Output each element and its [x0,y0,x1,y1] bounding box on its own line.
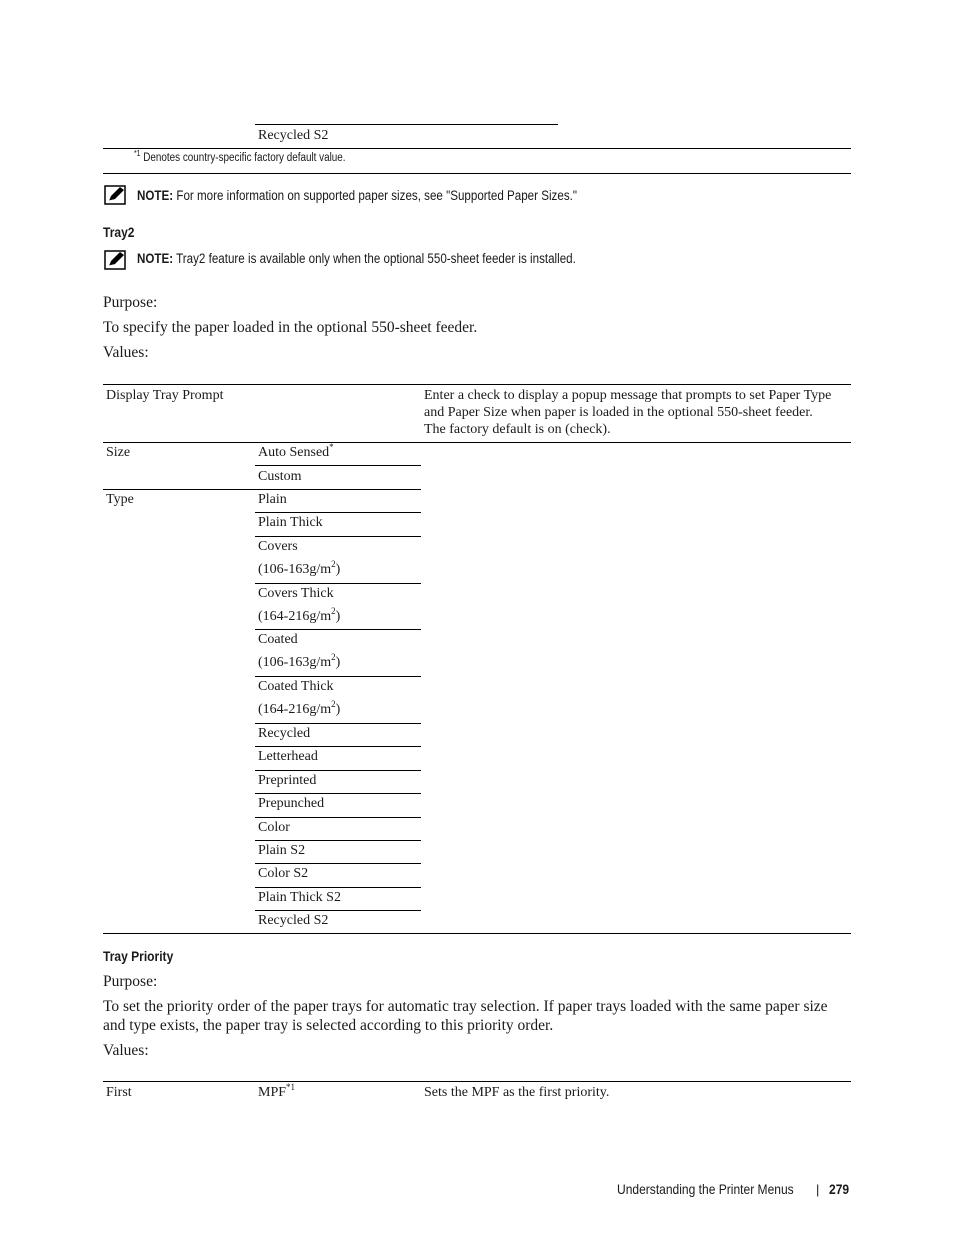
option-value-weight: $(106-163g/m^2)$ [258,558,341,577]
option-value: Covers [258,538,298,554]
table-rule [255,723,421,724]
page-number: 279 [829,1181,850,1197]
table-rule [255,512,421,513]
setting-description: The factory default is on (check). [424,422,611,437]
setting-name: First [106,1085,132,1100]
option-value: Plain [258,492,287,507]
section-heading: Tray2 [103,224,135,240]
option-value: Recycled S2 [258,913,329,929]
purpose-text: To specify the paper loaded in the optional 550-sheet feeder. [103,319,478,336]
note-pencil-icon [104,250,126,270]
table-rule [255,793,421,794]
option-value: Color [258,819,290,835]
footnote: $^{*1}$ Denotes country-specific factory default value. [134,149,346,164]
option-value: Plain Thick [258,515,323,531]
table-rule [255,840,421,841]
table-rule [103,173,851,174]
table-rule [255,629,421,630]
table-rule [255,124,558,125]
option-value-weight: $(164-216g/m^2)$ [258,699,341,718]
option-value-weight: $(164-216g/m^2)$ [258,605,341,624]
option-value: Custom [258,469,302,484]
option-value: Letterhead [258,749,318,765]
option-value: Covers Thick [258,585,334,601]
option-value: Plain S2 [258,843,306,858]
values-label: Values: [103,344,149,361]
option-value: Prepunched [258,796,325,812]
table-rule [255,910,421,911]
purpose-text: and type exists, the paper tray is selected according to this priority order. [103,1017,554,1034]
table-rule [103,384,851,385]
option-value-weight: $(106-163g/m^2)$ [258,652,341,671]
setting-name: Size [106,445,131,460]
purpose-text: To set the priority order of the paper trays for automatic tray selection. If paper trays loaded with the same paper size [103,998,828,1015]
note-pencil-icon [104,185,126,205]
table-rule [103,489,421,490]
option-value: Color S2 [258,866,309,882]
footer-section-title: Understanding the Printer Menus [617,1181,794,1197]
setting-description: Enter a check to display a popup message that prompts to set Paper Type [424,388,832,403]
table-rule [255,746,421,747]
table-rule [255,863,421,864]
section-heading: Tray Priority [103,948,174,964]
option-value: Recycled [258,726,311,741]
setting-description: and Paper Size when paper is loaded in the optional 550-sheet feeder. [424,405,813,420]
values-label: Values: [103,1042,149,1059]
purpose-label: Purpose: [103,294,158,311]
table-rule [103,148,851,149]
table-rule [255,676,421,677]
table-rule [103,442,851,443]
option-value: Preprinted [258,772,317,788]
table-rule [103,933,851,934]
purpose-label: Purpose: [103,973,158,990]
option-value: Auto Sensed* [258,442,334,460]
option-value: Plain Thick S2 [258,889,341,905]
note: NOTE: For more information on supported paper sizes, see "Supported Paper Sizes." [137,188,577,203]
option-value: Coated Thick [258,679,334,695]
table-cell: Recycled S2 [258,128,329,143]
setting-description: Sets the MPF as the first priority. [424,1085,610,1100]
setting-name: Display Tray Prompt [106,388,224,403]
option-value: Coated [258,632,298,648]
table-rule [103,1081,851,1082]
note: NOTE: Tray2 feature is available only when the optional 550-sheet feeder is installed. [137,251,576,266]
option-value: MPF$^{*1}$ [258,1082,296,1100]
footer-separator: | [816,1182,820,1197]
setting-name: Type [106,492,134,507]
table-rule [255,465,421,466]
